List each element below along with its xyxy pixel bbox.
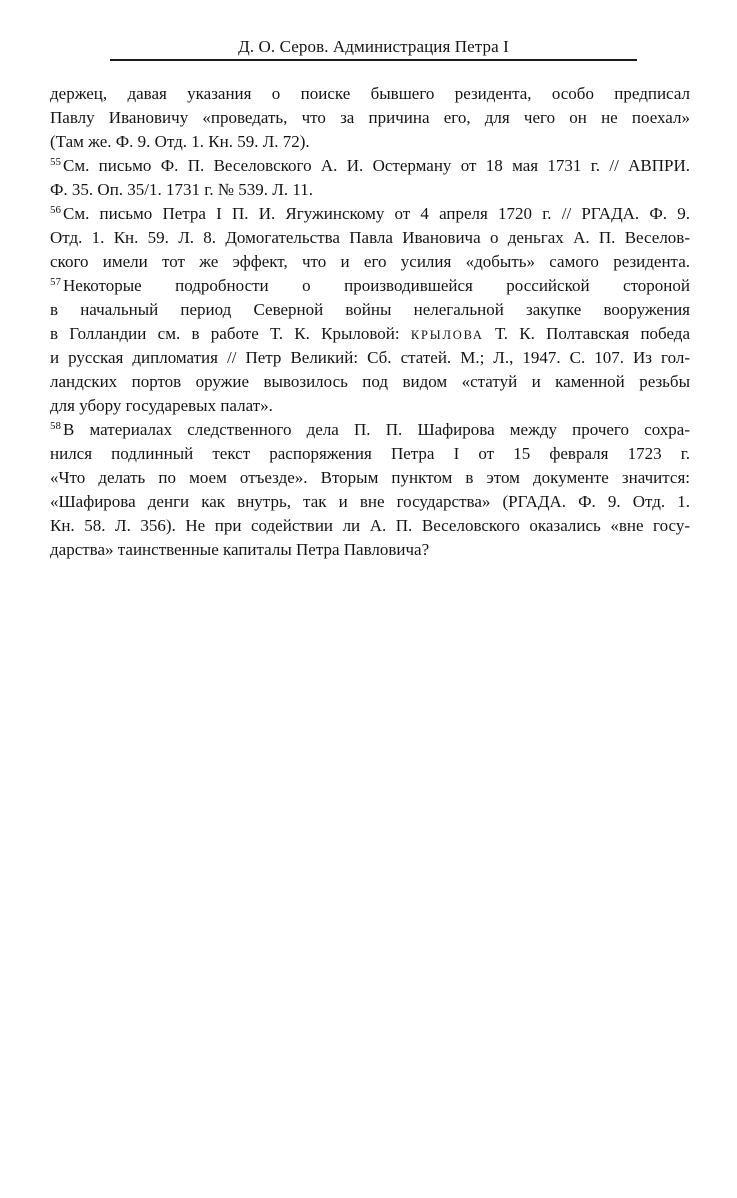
footnote-marker: 56 [50, 204, 61, 216]
footnote-line: «Что делать по моем отъезде». Вторым пунктом в этом документе значится: [50, 468, 690, 487]
footnote-line: «Шафирова денги как внутрь, так и вне государства» (РГАДА. Ф. 9. Отд. 1. [50, 492, 690, 511]
header-rule [110, 59, 637, 61]
footnote-line: дарства» таинственные капиталы Петра Павловича? [50, 540, 430, 559]
footnote-line: Павлу Ивановичу «проведать, что за причина его, для чего он не поехал» [50, 108, 690, 127]
author-name-smallcaps: КРЫЛОВА [410, 328, 484, 342]
footnote-line: в начальный период Северной войны нелегальной закупке вооружения [50, 300, 690, 319]
footnote-text: Некоторые подробности о производившейся российской стороной [63, 276, 690, 295]
footnote-text: См. письмо Ф. П. Веселовского А. И. Остерману от 18 мая 1731 г. // АВПРИ. [63, 156, 690, 175]
footnote-line: и русская дипломатия // Петр Великий: Сб. статей. М.; Л., 1947. С. 107. Из гол- [50, 348, 690, 367]
footnote-marker: 55 [50, 156, 61, 168]
footnote-line: (Там же. Ф. 9. Отд. 1. Кн. 59. Л. 72). [50, 132, 310, 151]
footnote-55 [50, 154, 690, 202]
running-title: Д. О. Серов. Администрация Петра I [238, 37, 509, 56]
footnote-line: Кн. 58. Л. 356). Не при содействии ли А. П. Веселовского оказались «вне госу- [50, 516, 690, 535]
footnote-marker: 58 [50, 420, 61, 432]
footnotes [50, 82, 690, 562]
footnote-line: нился подлинный текст распоряжения Петра I от 15 февраля 1723 г. [50, 444, 690, 463]
footnote-line [50, 322, 690, 346]
footnote-text: См. письмо Петра I П. И. Ягужинскому от 4 апреля 1720 г. // РГАДА. Ф. 9. [63, 204, 690, 223]
footnote-text: Т. К. Полтавская победа [483, 324, 690, 343]
footnote-continuation [50, 82, 690, 154]
footnote-line: держец, давая указания о поиске бывшего резидента, особо предписал [50, 84, 690, 103]
footnote-line [50, 154, 690, 178]
footnote-line: ландских портов оружие вывозилось под видом «статуй и каменной резьбы [50, 372, 690, 391]
footnote-line: Ф. 35. Оп. 35/1. 1731 г. № 539. Л. 11. [50, 180, 313, 199]
footnote-text: В материалах следственного дела П. П. Шафирова между прочего сохра- [63, 420, 690, 439]
footnote-line: для убору государевых палат». [50, 396, 273, 415]
footnote-line [50, 418, 690, 442]
footnote-line: ского имели тот же эффект, что и его усилия «добыть» самого резидента. [50, 252, 690, 271]
footnote-58 [50, 418, 690, 562]
footnote-line [50, 202, 690, 226]
footnote-57 [50, 274, 690, 418]
footnote-marker: 57 [50, 276, 61, 288]
footnote-text: в Голландии см. в работе Т. К. Крыловой: [50, 324, 411, 343]
footnote-line: Отд. 1. Кн. 59. Л. 8. Домогательства Павла Ивановича о деньгах А. П. Веселов- [50, 228, 690, 247]
footnote-line [50, 274, 690, 298]
footnote-56 [50, 202, 690, 274]
